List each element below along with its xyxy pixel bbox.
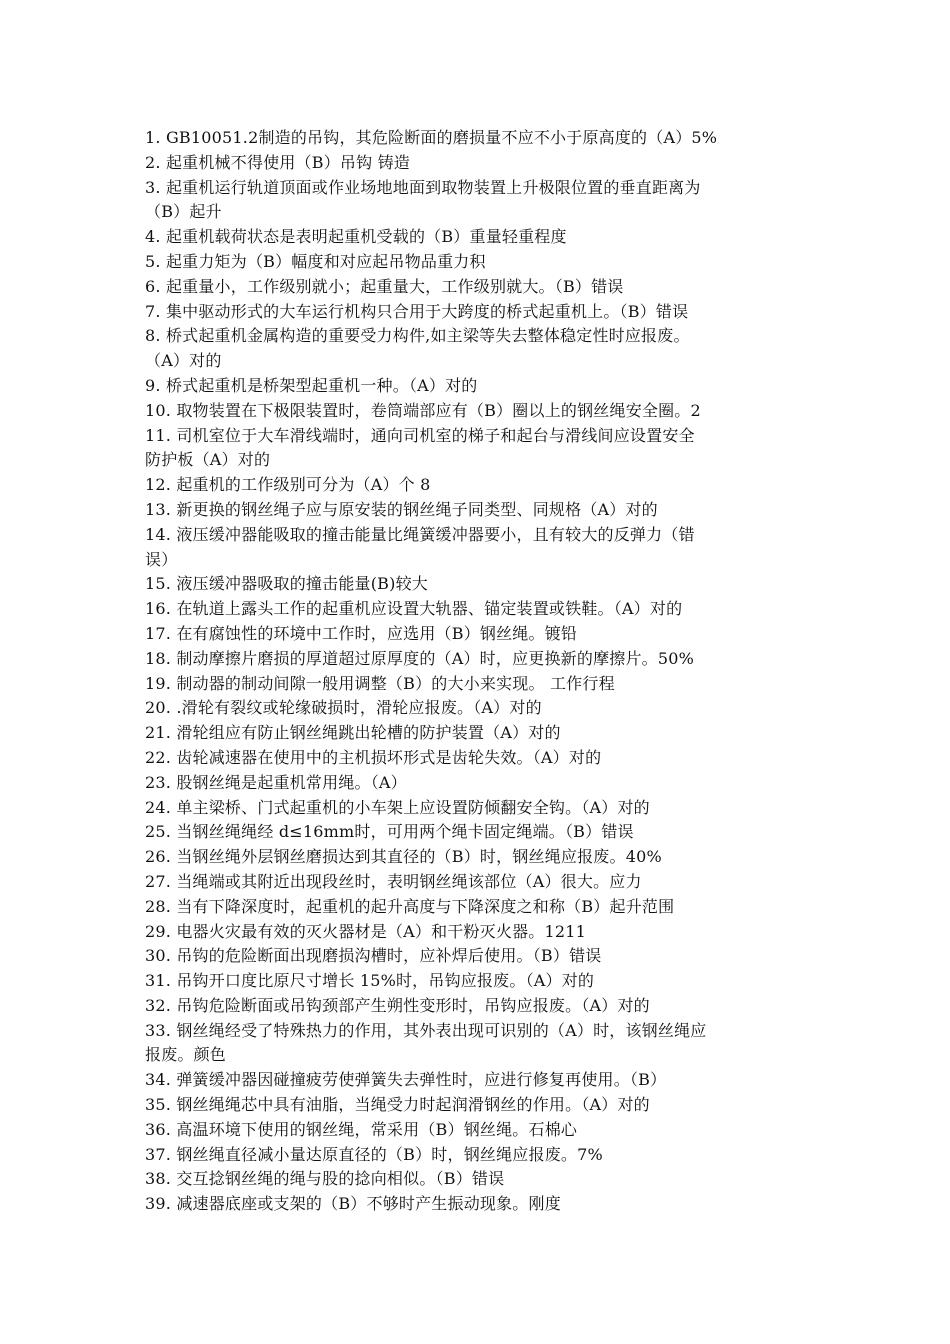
text-line: 13. 新更换的钢丝绳子应与原安装的钢丝绳子同类型、同规格（A）对的 <box>145 499 658 519</box>
text-line: 23. 股钢丝绳是起重机常用绳。（A） <box>145 772 407 792</box>
text-line: 28. 当有下降深度时，起重机的起升高度与下降深度之和称（B）起升范围 <box>145 896 675 916</box>
text-line: 15. 液压缓冲器吸取的撞击能量(B)较大 <box>145 574 428 594</box>
text-line: 29. 电器火灾最有效的灭火器材是（A）和干粉灭火器。1211 <box>145 921 587 941</box>
text-line: 25. 当钢丝绳绳经 d≤16mm时，可用两个绳卡固定绳端。（B）错误 <box>145 822 634 842</box>
text-line: 8. 桥式起重机金属构造的重要受力构件,如主梁等失去整体稳定性时应报废。 <box>145 326 690 346</box>
text-line: 10. 取物装置在下极限装置时，卷筒端部应有（B）圈以上的钢丝绳安全圈。2 <box>145 400 701 420</box>
text-line: 36. 高温环境下使用的钢丝绳，常采用（B）钢丝绳。石棉心 <box>145 1119 578 1139</box>
text-line: 11. 司机室位于大车滑线端时，通向司机室的梯子和起台与滑线间应设置安全 <box>145 425 695 445</box>
text-line: 35. 钢丝绳绳芯中具有油脂，当绳受力时起润滑钢丝的作用。（A）对的 <box>145 1095 650 1115</box>
text-line: 39. 减速器底座或支架的（B）不够时产生振动现象。刚度 <box>145 1194 561 1214</box>
question-list <box>145 126 815 1217</box>
text-line: 37. 钢丝绳直径减小量达原直径的（B）时，钢丝绳应报废。7% <box>145 1144 603 1164</box>
text-line: 16. 在轨道上露头工作的起重机应设置大轨器、锚定装置或铁鞋。（A）对的 <box>145 599 683 619</box>
text-line: 24. 单主梁桥、门式起重机的小车架上应设置防倾翻安全钩。（A）对的 <box>145 797 650 817</box>
text-line: 2. 起重机械不得使用（B）吊钩 铸造 <box>145 152 410 172</box>
text-line: 22. 齿轮减速器在使用中的主机损坏形式是齿轮失效。（A）对的 <box>145 747 602 767</box>
text-line: 4. 起重机载荷状态是表明起重机受载的（B）重量轻重程度 <box>145 227 567 247</box>
text-line: 30. 吊钩的危险断面出现磨损沟槽时，应补焊后使用。（B）错误 <box>145 946 602 966</box>
text-line: 26. 当钢丝绳外层钢丝磨损达到其直径的（B）时，钢丝绳应报废。40% <box>145 847 662 867</box>
text-line: 21. 滑轮组应有防止钢丝绳跳出轮槽的防护装置（A）对的 <box>145 723 561 743</box>
text-line: 1. GB10051.2制造的吊钩，其危险断面的磨损量不应不小于原高度的（A）5% <box>145 128 718 147</box>
text-line: 防护板（A）对的 <box>145 450 271 470</box>
text-line: （B）起升 <box>145 202 222 222</box>
text-line: 31. 吊钩开口度比原尺寸增长 15%时，吊钩应报废。（A）对的 <box>145 971 595 991</box>
text-line: 17. 在有腐蚀性的环境中工作时，应选用（B）钢丝绳。镀铅 <box>145 623 578 643</box>
text-line: 误） <box>145 549 178 569</box>
text-line: 6. 起重量小，工作级别就小；起重量大，工作级别就大。（B）错误 <box>145 276 624 296</box>
text-line: 5. 起重力矩为（B）幅度和对应起吊物品重力积 <box>145 251 486 271</box>
text-line: 33. 钢丝绳经受了特殊热力的作用，其外表出现可识别的（A）时，该钢丝绳应 <box>145 1020 707 1040</box>
text-line: 18. 制动摩擦片磨损的厚道超过原厚度的（A）时，应更换新的摩擦片。50% <box>145 648 695 668</box>
text-line: 19. 制动器的制动间隙一般用调整（B）的大小来实现。 工作行程 <box>145 673 615 693</box>
text-line: 12. 起重机的工作级别可分为（A）个 8 <box>145 475 431 495</box>
text-line: 34. 弹簧缓冲器因碰撞疲劳使弹簧失去弹性时，应进行修复再使用。（B） <box>145 1070 667 1090</box>
text-line: 20. .滑轮有裂纹或轮缘破损时，滑轮应报废。（A）对的 <box>145 698 542 718</box>
text-line: 14. 液压缓冲器能吸取的撞击能量比绳簧缓冲器要小，且有较大的反弹力（错 <box>145 524 695 544</box>
text-line: （A）对的 <box>145 351 222 371</box>
text-line: 报废。颜色 <box>145 1045 227 1065</box>
text-line: 7. 集中驱动形式的大车运行机构只合用于大跨度的桥式起重机上。（B）错误 <box>145 301 689 321</box>
text-line: 32. 吊钩危险断面或吊钩颈部产生朔性变形时，吊钩应报废。（A）对的 <box>145 995 650 1015</box>
text-line: 38. 交互捻钢丝绳的绳与股的捻向相似。（B）错误 <box>145 1169 505 1189</box>
text-line: 9. 桥式起重机是桥架型起重机一种。（A）对的 <box>145 375 478 395</box>
text-line: 27. 当绳端或其附近出现段丝时，表明钢丝绳该部位（A）很大。应力 <box>145 871 642 891</box>
text-line: 3. 起重机运行轨道顶面或作业场地地面到取物装置上升极限位置的垂直距离为 <box>145 177 701 197</box>
